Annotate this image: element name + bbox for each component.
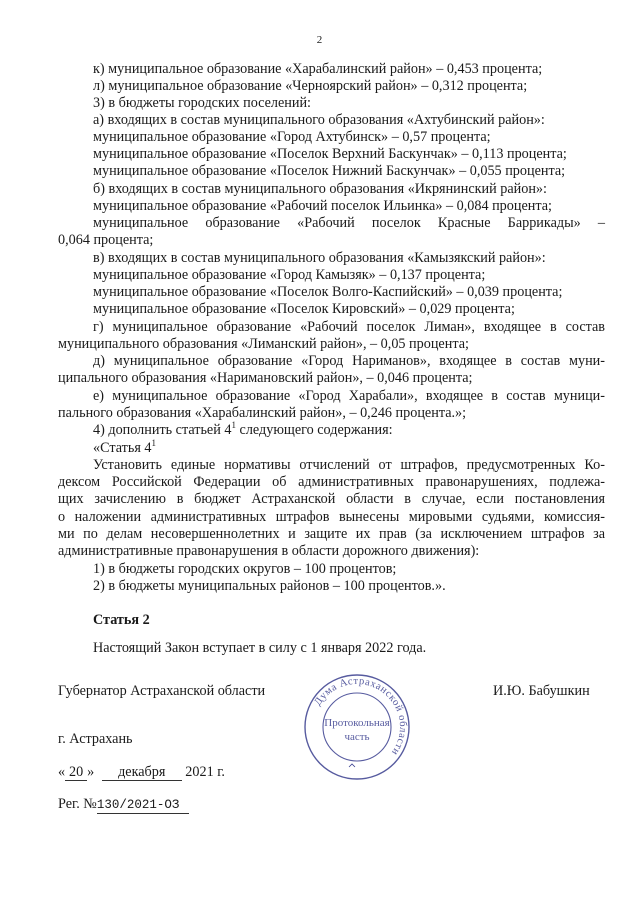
- text-line: муниципального образования «Лиманский район», – 0,05 процента;: [58, 336, 469, 352]
- text-line: д) муниципальное образование «Город Нариманов», входящее в состав муни-: [93, 353, 605, 369]
- text-line: «Статья $4^1$: [93, 438, 157, 456]
- governor-label: Губернатор Астраханской области: [58, 683, 266, 699]
- text-line: Установить единые нормативы отчислений от штрафов, предусмотренных Ко-: [93, 457, 605, 473]
- city: г. Астрахань: [58, 731, 133, 747]
- text-line: щих зачислению в бюджет Астраханской области в случае, если постановления: [58, 491, 605, 507]
- text-line: Настоящий Закон вступает в силу с 1 января 2022 года.: [93, 640, 427, 656]
- text-line: муниципальное образование «Рабочий поселок Ильинка» – 0,084 процента;: [93, 198, 552, 214]
- text-line: муниципальное образование «Город Ахтубинск» – 0,57 процента;: [93, 129, 491, 145]
- stamp-center-text: Протокольная: [324, 717, 390, 729]
- text-line: г) муниципальное образование «Рабочий поселок Лиман», входящее в состав: [93, 319, 605, 335]
- registration-line: Рег. №130/2021-ОЗ: [58, 796, 189, 814]
- stamp-center-text: часть: [344, 731, 370, 743]
- stamp-ring-text: Дума Астраханской области: [312, 675, 409, 758]
- text-line: в) входящих в состав муниципального образования «Камызякский район»:: [93, 250, 546, 266]
- date-month: декабря: [102, 765, 182, 781]
- date-day: 20: [65, 765, 87, 781]
- date-line: « 20 » декабря 2021 г.: [58, 764, 225, 780]
- date-year: 2021 г.: [185, 764, 225, 780]
- text-line: л) муниципальное образование «Черноярский район» – 0,312 процента;: [93, 78, 528, 94]
- text-line: пального образования «Харабалинский район», – 0,246 процента.»;: [58, 405, 467, 421]
- text-line: дексом Российской Федерации об административных правонарушениях, подлежа-: [58, 474, 605, 490]
- text-line: 0,064 процента;: [58, 232, 154, 248]
- page-number: 2: [316, 34, 323, 46]
- stamp-seal: [302, 672, 412, 782]
- text-line: ми по делам несовершеннолетних и защите их прав (за исключением штрафов за: [58, 526, 605, 542]
- text-line: муниципальное образование «Поселок Нижний Баскунчак» – 0,055 процента;: [93, 163, 566, 179]
- text-line: ципального образования «Наримановский район», – 0,046 процента;: [58, 370, 473, 386]
- text-line: муниципальное образование «Город Камызяк» – 0,137 процента;: [93, 267, 486, 283]
- text-line: муниципальное образование «Поселок Верхний Баскунчак» – 0,113 процента;: [93, 146, 567, 162]
- text-line: муниципальное образование «Рабочий поселок Красные Баррикады» –: [93, 215, 605, 231]
- text-line: а) входящих в состав муниципального образования «Ахтубинский район»:: [93, 112, 545, 128]
- registration-number: 130/2021-ОЗ: [97, 798, 189, 814]
- stamp-mark-icon: [349, 764, 355, 767]
- text-line: муниципальное образование «Поселок Волго-Каспийский» – 0,039 процента;: [93, 284, 563, 300]
- text-line: 4) дополнить статьей $4^1$ следующего содержания:: [93, 420, 393, 438]
- text-line: муниципальное образование «Поселок Кировский» – 0,029 процента;: [93, 301, 515, 317]
- text-line: 1) в бюджеты городских округов – 100 процентов;: [93, 561, 397, 577]
- text-line: к) муниципальное образование «Харабалинский район» – 0,453 процента;: [93, 61, 543, 77]
- text-line: е) муниципальное образование «Город Харабали», входящее в состав муници-: [93, 388, 605, 404]
- text-line: административные правонарушения в области дорожного движения):: [58, 543, 480, 559]
- text-line: о наложении административных штрафов вынесены мировыми судьями, комиссия-: [58, 509, 605, 525]
- text-line: 2) в бюджеты муниципальных районов – 100 процентов.».: [93, 578, 446, 594]
- article-heading: Статья 2: [93, 612, 150, 628]
- text-line: б) входящих в состав муниципального образования «Икрянинский район»:: [93, 181, 547, 197]
- governor-name: И.Ю. Бабушкин: [493, 683, 590, 699]
- text-line: 3) в бюджеты городских поселений:: [93, 95, 312, 111]
